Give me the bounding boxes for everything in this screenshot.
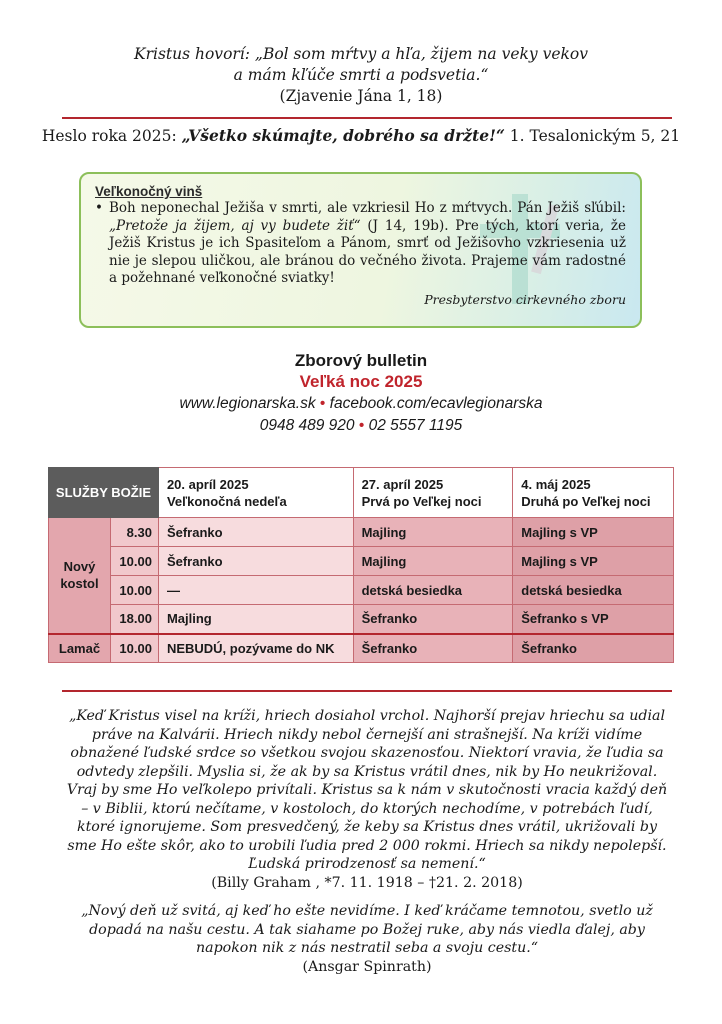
service-time: 8.30	[110, 518, 158, 547]
greeting-text-quote: „Pretože ja žijem, aj vy budete žiť“	[109, 217, 361, 234]
bulletin-subtitle: Veľká noc 2025	[299, 372, 423, 391]
bulletin-links	[0, 393, 722, 415]
facebook-link[interactable]: facebook.com/ecavlegionarska	[329, 395, 543, 412]
service-cell: —	[158, 576, 353, 605]
service-cell: Majling	[353, 547, 513, 576]
service-time: 10.00	[110, 547, 158, 576]
divider-top	[62, 117, 672, 119]
greeting-bullet: •	[95, 200, 103, 216]
service-time: 18.00	[110, 605, 158, 634]
column-header	[513, 468, 674, 518]
column-name: Druhá po Veľkej noci	[521, 493, 651, 509]
services-table	[48, 467, 674, 663]
greeting-signature: Presbyterstvo cirkevného zboru	[424, 291, 626, 307]
table-row	[49, 547, 674, 576]
motto-reference: 1. Tesalonickým 5, 21	[504, 127, 681, 145]
service-cell: detská besiedka	[353, 576, 513, 605]
top-quote-line1: Kristus hovorí: „Bol som mŕtvy a hľa, žijem na veky vekov	[134, 45, 588, 63]
bottom-quotes	[62, 707, 672, 986]
quote-graham-source: (Billy Graham , *7. 11. 1918 – †21. 2. 2018)	[211, 874, 523, 891]
quote-spinrath-text: „Nový deň už svitá, aj keď ho ešte nevidíme. I keď kráčame temnotou, svetlo už dopadá na našu cestu. A tak siahame po Božej ruke, aby nás viedla ďalej, aby napokon nik z nás nestratil seba a svoju cestu.“	[81, 903, 653, 956]
column-name: Prvá po Veľkej noci	[361, 493, 482, 509]
easter-greeting-box	[79, 172, 642, 328]
service-cell: Šefranko	[158, 518, 353, 547]
top-quote-reference: (Zjavenie Jána 1, 18)	[279, 87, 443, 105]
table-row	[49, 634, 674, 663]
column-date: 4. máj 2025	[521, 476, 591, 492]
place-lamac: Lamač	[49, 634, 111, 663]
service-cell: Šefranko	[513, 634, 674, 663]
service-cell: Majling s VP	[513, 518, 674, 547]
table-header-row	[49, 468, 674, 518]
greeting-text-a: Boh neponechal Ježiša v smrti, ale vzkriesil Ho z mŕtvych. Pán Ježiš sľúbil:	[109, 200, 626, 216]
services-label: SLUŽBY BOŽIE	[49, 468, 159, 518]
motto-text: „Všetko skúmajte, dobrého sa držte!“	[181, 126, 505, 145]
table-row	[49, 576, 674, 605]
service-cell: Majling	[158, 605, 353, 634]
service-cell: Majling	[353, 518, 513, 547]
bulletin-title: Zborový bulletin	[294, 351, 428, 370]
motto-prefix: Heslo roka 2025:	[41, 127, 182, 145]
service-time: 10.00	[110, 576, 158, 605]
table-row	[49, 518, 674, 547]
greeting-title: Veľkonočný vinš	[95, 184, 203, 199]
service-time: 10.00	[110, 634, 158, 663]
service-cell: detská besiedka	[513, 576, 674, 605]
service-cell: Šefranko s VP	[513, 605, 674, 634]
column-date: 20. apríl 2025	[166, 476, 249, 492]
quote-graham-text: „Keď Kristus visel na kríži, hriech dosiahol vrchol. Najhorší prejav hriechu sa udial práve na Kalvárii. Hriech nikdy nebol černejší ani strašnejší. Na kríži vidíme obnažené ľudské srdce so všetkou svojou skazenosťou. Niektorí vravia, že ľudia sa odvtedy zlepšili. Myslia si, že ak by sa Kristus vrátil dnes, nik by Ho neukrižoval. Vraj by sme Ho veľkolepo privítali. Kristus sa k nám v skutočnosti vracia každý deň – v Biblii, ktorú nečítame, v kostoloch, do ktorých nechodíme, v potrebách ľudí, ktoré ignorujeme. Som presvedčený, že keby sa Kristus dnes vrátil, ukrižovali by sme Ho ešte skôr, ako to urobili ľudia pred 2 000 rokmi. Hriech sa nikdy nepolepší. Ľudská prirodzenosť sa nemení.“	[66, 708, 668, 872]
column-date: 27. apríl 2025	[361, 476, 444, 492]
phone-1: 0948 489 920	[259, 417, 355, 434]
column-header	[158, 468, 353, 518]
column-header	[353, 468, 513, 518]
table-row	[49, 605, 674, 634]
quote-graham	[62, 707, 672, 892]
quote-spinrath	[62, 902, 672, 976]
bulletin-header	[0, 350, 722, 437]
column-name: Veľkonočná nedeľa	[166, 493, 287, 509]
separator-dot: •	[358, 417, 365, 434]
service-cell: NEBUDÚ, pozývame do NK	[158, 634, 353, 663]
website-link[interactable]: www.legionarska.sk	[179, 395, 316, 412]
greeting-body	[95, 200, 626, 288]
service-cell: Majling s VP	[513, 547, 674, 576]
phone-2: 02 5557 1195	[368, 417, 463, 434]
year-motto	[0, 126, 722, 145]
separator-dot: •	[319, 395, 326, 412]
top-quote-line2: a mám kľúče smrti a podsvetia.“	[233, 66, 489, 84]
bulletin-phones	[0, 415, 722, 437]
quote-spinrath-source: (Ansgar Spinrath)	[302, 958, 432, 975]
divider-bottom	[62, 690, 672, 692]
service-cell: Šefranko	[353, 634, 513, 663]
service-cell: Šefranko	[353, 605, 513, 634]
greeting-text-b: (J 14, 19b). Pre tých, ktorí veria, že Ježiš Kristus je ich Spasiteľom a Pánom, smrť od Ježišovho vzkriesenia už nie je slepou uličkou, ale bránou do večného života. Prajeme vám radostné a požehnané veľkonočné sviatky!	[109, 217, 626, 286]
service-cell: Šefranko	[158, 547, 353, 576]
place-novy-kostol: Nový kostol	[49, 518, 111, 634]
top-quote	[0, 44, 722, 107]
